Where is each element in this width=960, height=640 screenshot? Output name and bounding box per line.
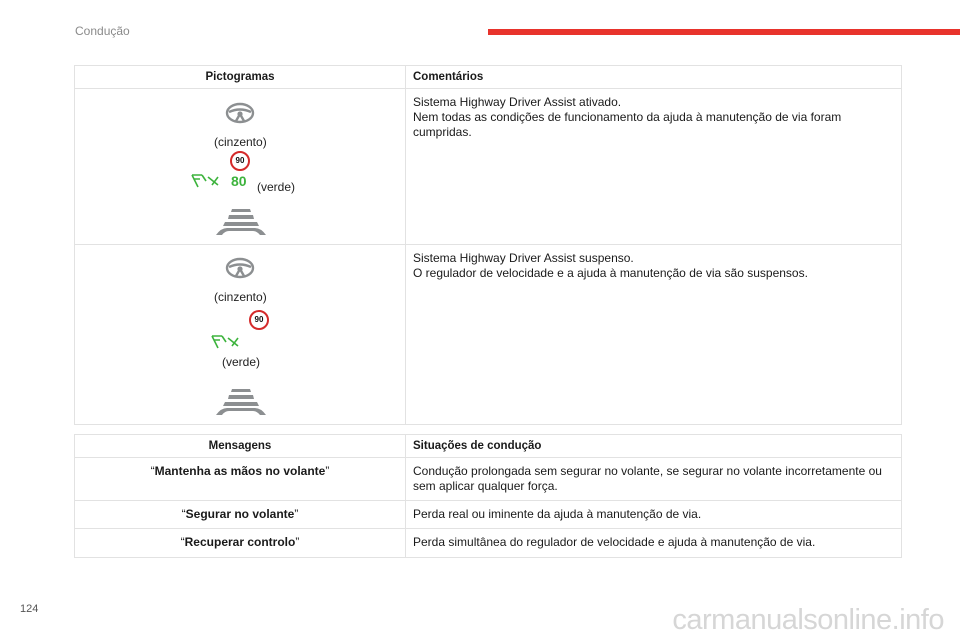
lane-road-icon bbox=[215, 206, 267, 236]
table-row bbox=[75, 501, 902, 529]
message-text: Recuperar controlo bbox=[184, 535, 296, 549]
page-number: 124 bbox=[20, 603, 39, 615]
green-label: (verde) bbox=[257, 180, 296, 194]
comment-cell bbox=[406, 245, 902, 425]
situation-cell: Condução prolongada sem segurar no volante, se segurar no volante incorretamente ou sem aplicar qualquer força. bbox=[406, 458, 902, 501]
table-row bbox=[75, 245, 902, 425]
table-header-row bbox=[75, 66, 902, 89]
pictogram-cell bbox=[75, 89, 406, 245]
table-header-row bbox=[75, 435, 902, 458]
col-header-messages: Mensagens bbox=[75, 435, 406, 458]
table-row bbox=[75, 458, 902, 501]
comment-line: O regulador de velocidade e a ajuda à manutenção de via são suspensos. bbox=[413, 266, 808, 280]
table-row bbox=[75, 89, 902, 245]
lane-keeping-icon bbox=[190, 173, 220, 189]
grey-label: (cinzento) bbox=[214, 135, 267, 149]
message-text: Segurar no volante bbox=[185, 507, 295, 521]
grey-label: (cinzento) bbox=[214, 290, 267, 304]
green-speed-value: 80 bbox=[231, 173, 247, 189]
message-cell: “Recuperar controlo” bbox=[75, 529, 406, 558]
message-cell: “Segurar no volante” bbox=[75, 501, 406, 529]
speed-limit-sign-icon: 90 bbox=[249, 310, 269, 330]
col-header-comments: Comentários bbox=[406, 66, 902, 89]
lane-road-icon bbox=[215, 386, 267, 416]
col-header-pictograms: Pictogramas bbox=[75, 66, 406, 89]
green-label: (verde) bbox=[222, 355, 261, 369]
comment-line: Sistema Highway Driver Assist suspenso. bbox=[413, 251, 634, 265]
section-title: Condução bbox=[75, 24, 130, 38]
comment-line: Nem todas as condições de funcionamento da ajuda à manutenção de via foram cumpridas. bbox=[413, 110, 842, 139]
lane-keeping-icon bbox=[210, 334, 240, 350]
pictograms-table bbox=[74, 65, 902, 425]
speed-limit-sign-icon: 90 bbox=[230, 151, 250, 171]
col-header-situations: Situações de condução bbox=[406, 435, 902, 458]
situation-cell: Perda simultânea do regulador de velocidade e ajuda à manutenção de via. bbox=[406, 529, 902, 558]
messages-table bbox=[74, 434, 902, 558]
steering-wheel-icon bbox=[225, 257, 255, 279]
message-text: Mantenha as mãos no volante bbox=[154, 464, 326, 478]
message-cell: “Mantenha as mãos no volante” bbox=[75, 458, 406, 501]
watermark[interactable]: carmanualsonline.info bbox=[672, 604, 944, 636]
pictogram-cell bbox=[75, 245, 406, 425]
steering-wheel-icon bbox=[225, 102, 255, 124]
header-accent-bar bbox=[488, 29, 960, 35]
comment-line: Sistema Highway Driver Assist ativado. bbox=[413, 95, 622, 109]
table-row bbox=[75, 529, 902, 558]
situation-cell: Perda real ou iminente da ajuda à manutenção de via. bbox=[406, 501, 902, 529]
comment-cell bbox=[406, 89, 902, 245]
